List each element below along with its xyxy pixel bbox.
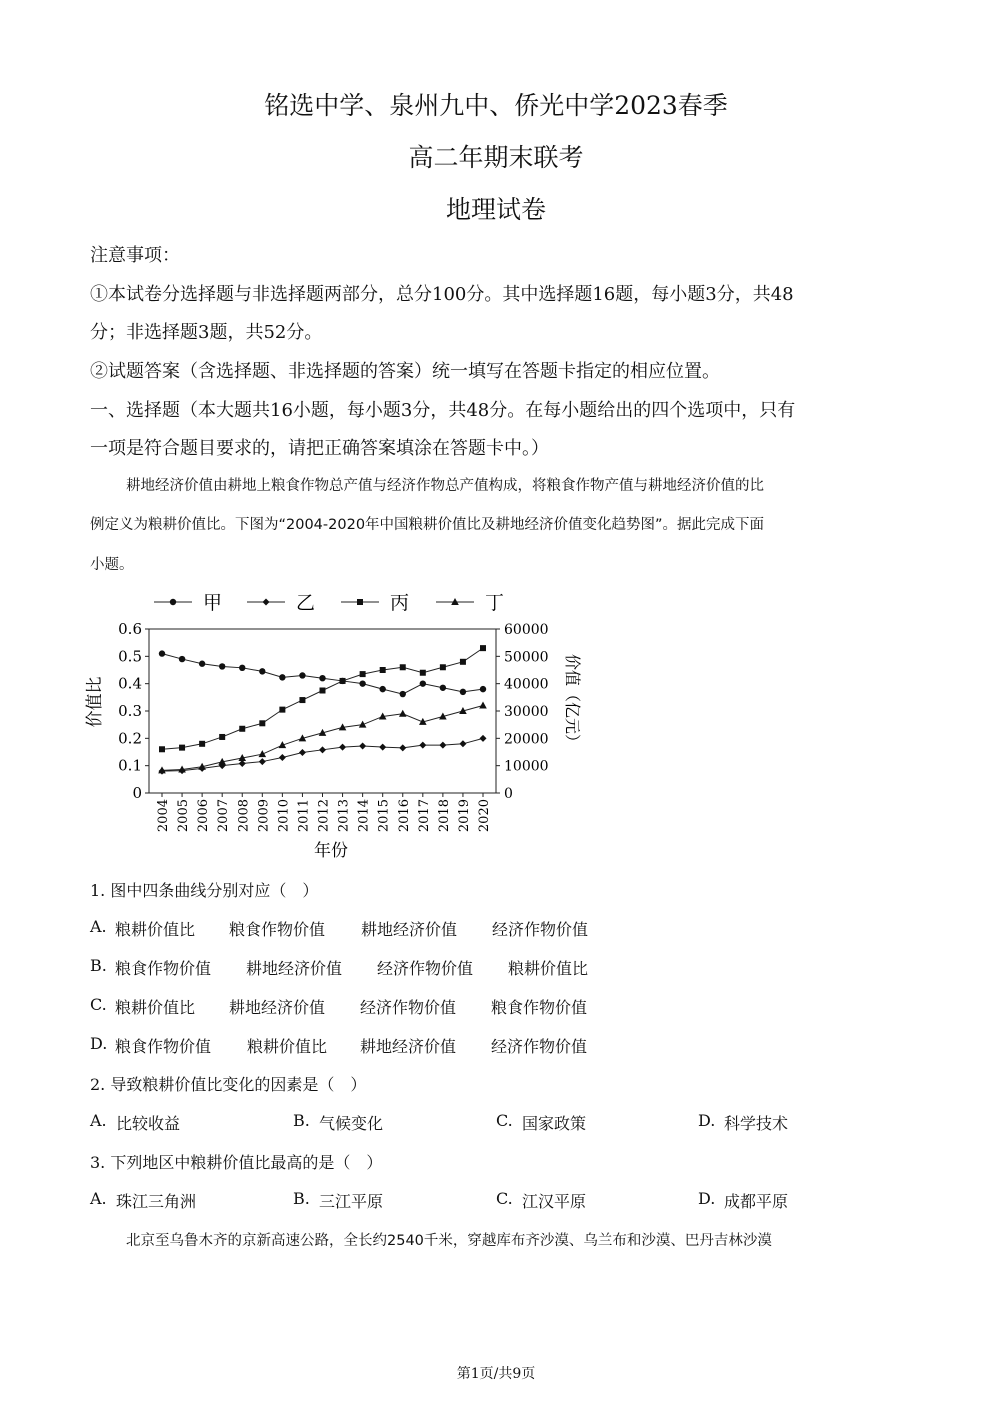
option-text: 三江平原 [319, 1192, 384, 1211]
trend-chart [85, 586, 582, 866]
data-point [359, 680, 365, 686]
y-tick-label-left: 0.5 [118, 647, 142, 666]
x-tick-label: 2017 [416, 799, 432, 833]
option-letter: C. [496, 1189, 513, 1208]
data-point [359, 742, 366, 749]
y-tick-label-right: 30000 [504, 704, 549, 720]
legend-marker [263, 599, 270, 606]
data-point [460, 689, 466, 695]
option-item: 经济作物价值 [377, 959, 474, 978]
legend-marker [357, 599, 363, 605]
option-letter: B. [293, 1111, 310, 1130]
data-point [399, 744, 406, 751]
data-point [319, 675, 325, 681]
option-letter: D. [90, 1034, 108, 1053]
option-item: 粮食作物价值 [229, 920, 326, 939]
x-tick-label: 2006 [196, 799, 212, 833]
y-tick-label-left: 0.1 [118, 756, 142, 775]
legend-marker [170, 599, 176, 605]
question-stem: 1. 图中四条曲线分别对应（ ） [90, 881, 319, 900]
x-axis-label: 年份 [314, 841, 348, 861]
data-point [440, 664, 446, 670]
x-tick-label: 2011 [296, 799, 312, 833]
data-point [400, 691, 406, 697]
data-point [320, 688, 326, 694]
notice-item-2: ②试题答案（含选择题、非选择题的答案）统一填写在答题卡指定的相应位置。 [90, 361, 720, 382]
option-letter: C. [496, 1111, 513, 1130]
data-point [279, 754, 286, 761]
data-point [179, 745, 185, 751]
exam-title-subject: 地理试卷 [445, 195, 546, 224]
data-point [159, 650, 165, 656]
data-point [480, 735, 487, 742]
data-point [419, 742, 426, 749]
data-point [239, 760, 246, 767]
page-footer: 第1页/共9页 [456, 1366, 536, 1382]
x-tick-label: 2010 [276, 799, 292, 833]
x-tick-label: 2016 [396, 799, 412, 833]
y-tick-label-left: 0.3 [118, 702, 142, 720]
x-tick-label: 2013 [336, 799, 352, 833]
notice-item-1a: ①本试卷分选择题与非选择题两部分，总分100分。其中选择题16题，每小题3分，共48 [90, 284, 794, 305]
x-tick-label: 2009 [256, 799, 272, 833]
series-丙 [159, 645, 486, 752]
data-point [479, 702, 487, 709]
y-tick-label-right: 40000 [504, 676, 549, 693]
option-letter: C. [90, 995, 107, 1014]
data-point [420, 680, 426, 686]
question-stem: 2. 导致粮耕价值比变化的因素是（ ） [90, 1075, 367, 1094]
y-tick-label-right: 20000 [504, 731, 549, 748]
option-text: 江汉平原 [522, 1192, 587, 1211]
data-point [199, 661, 205, 667]
option-text: 比较收益 [116, 1114, 181, 1133]
y-tick-label-left: 0.6 [118, 620, 142, 638]
series-line [162, 706, 483, 771]
option-text: 珠江三角洲 [116, 1192, 197, 1211]
data-point [299, 697, 305, 703]
option-text: 成都平原 [724, 1192, 789, 1211]
option-item: 经济作物价值 [492, 920, 589, 939]
y-tick-label-right: 0 [504, 786, 513, 802]
x-tick-label: 2008 [236, 799, 252, 833]
data-point [259, 720, 265, 726]
data-point [359, 721, 367, 728]
data-point [279, 674, 285, 680]
option-letter: B. [293, 1189, 310, 1208]
option-item: 粮耕价值比 [508, 959, 589, 978]
y-tick-label-left: 0 [132, 784, 142, 802]
data-point [420, 670, 426, 676]
option-item: 粮耕价值比 [115, 920, 196, 939]
data-point [319, 746, 326, 753]
option-item: 粮食作物价值 [115, 959, 212, 978]
data-point [460, 659, 466, 665]
x-tick-label: 2019 [456, 799, 472, 833]
data-point [299, 672, 305, 678]
data-point [239, 726, 245, 732]
option-letter: A. [90, 1189, 107, 1208]
notice-item-1b: 分；非选择题3题，共52分。 [90, 322, 323, 343]
legend-label: 丙 [390, 592, 410, 614]
y-tick-label-right: 10000 [504, 758, 549, 775]
chart-plot [158, 645, 487, 774]
data-point [360, 671, 366, 677]
data-point [219, 663, 225, 669]
y-axis-label-left: 价值比 [85, 676, 105, 728]
next-passage-intro: 北京至乌鲁木齐的京新高速公路，全长约2540千米，穿越库布齐沙漠、乌兰布和沙漠、巴丹吉林沙漠 [126, 1233, 772, 1249]
chart-axes [118, 620, 548, 832]
option-letter: B. [90, 956, 107, 975]
option-text: 气候变化 [319, 1114, 384, 1133]
option-item: 粮耕价值比 [115, 998, 196, 1017]
exam-title-grade: 高二年期末联考 [408, 143, 584, 172]
data-point [179, 656, 185, 662]
data-point [340, 678, 346, 684]
data-point [219, 734, 225, 740]
option-item: 经济作物价值 [360, 998, 457, 1017]
intro-line-3: 小题。 [90, 557, 134, 573]
option-letter: D. [698, 1111, 716, 1130]
series-乙 [159, 735, 487, 775]
exam-title-schools: 铭选中学、泉州九中、侨光中学2023春季 [264, 91, 728, 120]
data-point [279, 707, 285, 713]
section-heading-1: 一、选择题（本大题共16小题，每小题3分，共48分。在每小题给出的四个选项中，只有 [90, 400, 796, 421]
x-tick-label: 2012 [316, 799, 332, 833]
legend-label: 乙 [296, 592, 316, 614]
x-tick-label: 2004 [156, 799, 171, 833]
option-text: 国家政策 [522, 1114, 587, 1133]
data-point [459, 740, 466, 747]
data-point [299, 749, 306, 756]
data-point [480, 686, 486, 692]
data-point [440, 685, 446, 691]
option-item: 耕地经济价值 [246, 959, 343, 978]
x-tick-label: 2005 [176, 799, 192, 833]
data-point [399, 710, 407, 717]
option-item: 耕地经济价值 [360, 1037, 457, 1056]
x-tick-label: 2007 [216, 799, 232, 833]
intro-line-1: 耕地经济价值由耕地上粮食作物总产值与经济作物总产值构成，将粮食作物产值与耕地经济价值的比 [126, 478, 764, 494]
data-point [339, 744, 346, 751]
legend-label: 甲 [203, 592, 223, 614]
option-item: 粮食作物价值 [491, 998, 588, 1017]
y-tick-label-right: 60000 [504, 622, 549, 638]
intro-line-2: 例定义为粮耕价值比。下图为“2004-2020年中国粮耕价值比及耕地经济价值变化趋势图”。据此完成下面 [90, 517, 765, 533]
option-letter: D. [698, 1189, 716, 1208]
y-tick-label-left: 0.2 [118, 729, 142, 748]
data-point [259, 668, 265, 674]
option-letter: A. [90, 1111, 107, 1130]
x-tick-label: 2015 [376, 799, 392, 833]
data-point [380, 667, 386, 673]
data-point [480, 645, 486, 651]
data-point [379, 686, 385, 692]
chart-legend [154, 592, 504, 614]
x-tick-label: 2014 [356, 799, 372, 833]
data-point [259, 750, 267, 757]
x-tick-label: 2020 [477, 799, 492, 833]
option-item: 粮食作物价值 [115, 1037, 212, 1056]
data-point [159, 746, 165, 752]
y-tick-label-right: 50000 [504, 649, 549, 666]
option-item: 经济作物价值 [491, 1037, 588, 1056]
option-text: 科学技术 [724, 1114, 789, 1133]
data-point [439, 742, 446, 749]
notice-heading: 注意事项： [90, 245, 180, 266]
section-heading-2: 一项是符合题目要求的，请把正确答案填涂在答题卡中。） [90, 438, 549, 459]
legend-label: 丁 [485, 592, 505, 614]
y-tick-label-left: 0.4 [118, 674, 142, 693]
series-丁 [158, 702, 487, 774]
data-point [379, 744, 386, 751]
y-axis-label-right: 价值（亿元） [563, 653, 582, 751]
option-item: 耕地经济价值 [361, 920, 458, 939]
question-stem: 3. 下列地区中粮耕价值比最高的是（ ） [90, 1153, 383, 1172]
data-point [259, 758, 266, 765]
option-item: 耕地经济价值 [229, 998, 326, 1017]
x-tick-label: 2018 [436, 799, 452, 833]
data-point [239, 665, 245, 671]
option-item: 粮耕价值比 [247, 1037, 328, 1056]
option-letter: A. [90, 917, 107, 936]
data-point [199, 741, 205, 747]
data-point [400, 664, 406, 670]
series-line [162, 738, 483, 771]
